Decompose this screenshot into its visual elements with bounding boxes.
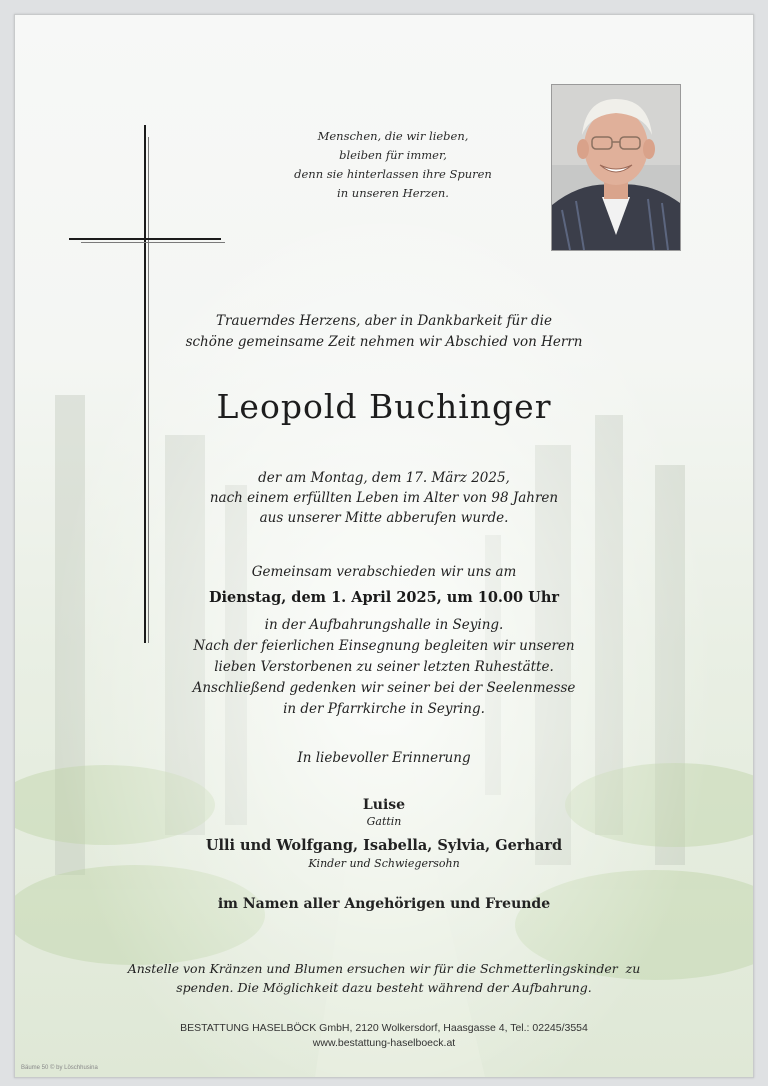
all-mourners: im Namen aller Angehörigen und Freunde <box>217 896 551 912</box>
funeral-home-footer <box>15 1021 753 1051</box>
quote-line: Menschen, die wir lieben, <box>317 129 469 143</box>
funeral-home-website[interactable]: www.bestattung-haselboeck.at <box>312 1037 456 1049</box>
intro-line-1: Trauerndes Herzens, aber in Dankbarkeit für die <box>216 313 552 329</box>
funeral-home-address: BESTATTUNG HASELBÖCK GmbH, 2120 Wolkersdorf, Haasgasse 4, Tel.: 02245/3554 <box>180 1022 588 1034</box>
donation-note <box>15 959 753 997</box>
memory-heading: In liebevoller Erinnerung <box>297 750 471 766</box>
donation-line-2: spenden. Die Möglichkeit dazu besteht während der Aufbahrung. <box>176 980 592 995</box>
quote-line: bleiben für immer, <box>339 148 447 162</box>
ceremony-line: lieben Verstorbenen zu seiner letzten Ruhestätte. <box>214 659 554 675</box>
death-line-2: nach einem erfüllten Leben im Alter von 98 Jahren <box>209 490 559 506</box>
cross-horizontal-bar <box>69 238 221 240</box>
ceremony-details <box>15 615 753 720</box>
ceremony-line: Nach der feierlichen Einsegnung begleiten wir unseren <box>193 638 575 654</box>
children-role: Kinder und Schwiegersohn <box>308 857 460 870</box>
ceremony-line: Anschließend gedenken wir seiner bei der Seelenmesse <box>192 680 576 696</box>
image-copyright: Bäume 50 © by Löschhusina <box>21 1065 98 1071</box>
intro-text <box>15 311 753 353</box>
quote-line: denn sie hinterlassen ihre Spuren <box>294 167 492 181</box>
obituary-sheet <box>14 14 754 1078</box>
deceased-name: Leopold Buchinger <box>216 387 552 426</box>
intro-line-2: schöne gemeinsame Zeit nehmen wir Abschied von Herrn <box>185 334 583 350</box>
death-line-1: der am Montag, dem 17. März 2025, <box>258 470 510 486</box>
death-line-3: aus unserer Mitte abberufen wurde. <box>259 510 509 526</box>
ceremony-intro: Gemeinsam verabschieden wir uns am <box>251 564 517 580</box>
cross-horizontal-shadow <box>81 242 225 243</box>
widow-name: Luise <box>362 797 406 813</box>
widow-role: Gattin <box>366 815 402 828</box>
ceremony-line: in der Aufbahrungshalle in Seying. <box>264 617 504 633</box>
quote-line: in unseren Herzen. <box>337 186 449 200</box>
ceremony-line: in der Pfarrkirche in Seyring. <box>283 701 485 717</box>
donation-line-1: Anstelle von Kränzen und Blumen ersuchen wir für die Schmetterlingskinder zu <box>127 961 641 976</box>
deceased-portrait-photo <box>551 84 681 251</box>
memorial-quote <box>273 127 513 203</box>
ceremony-date: Dienstag, dem 1. April 2025, um 10.00 Uhr <box>208 589 560 606</box>
children-names: Ulli und Wolfgang, Isabella, Sylvia, Gerhard <box>205 837 563 854</box>
death-announcement <box>15 468 753 528</box>
